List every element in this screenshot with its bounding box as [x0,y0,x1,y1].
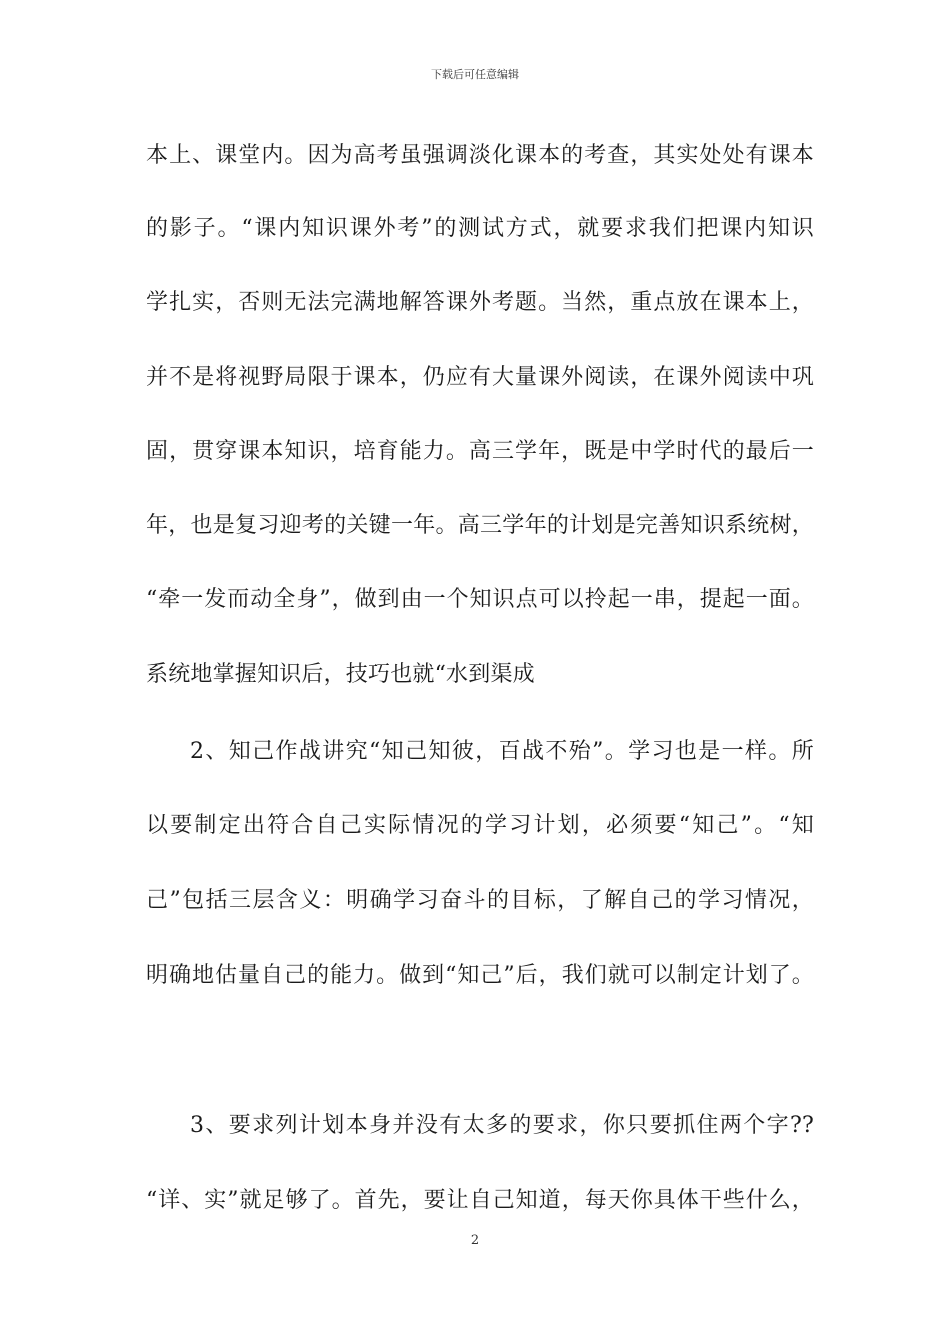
paragraph-2-line-2: 以要制定出符合自己实际情况的学习计划，必须要“知己”。“知 [146,813,814,838]
paragraph-2-line-1: 2、知己作战讲究“知己知彼，百战不殆”。学习也是一样。所 [190,739,814,764]
body-line-6: 年，也是复习迎考的关键一年。高三学年的计划是完善知识系统树， [146,513,814,538]
body-line-7: “牵一发而动全身”，做到由一个知识点可以拎起一串，提起一面。 [146,587,814,612]
paragraph-2-line-3: 己”包括三层含义：明确学习奋斗的目标，了解自己的学习情况， [146,888,814,913]
paragraph-2-line-4: 明确地估量自己的能力。做到“知己”后，我们就可以制定计划了。 [146,963,814,988]
page-number: 2 [470,1233,480,1248]
body-line-5: 固，贯穿课本知识，培育能力。高三学年，既是中学时代的最后一 [146,439,814,464]
body-line-8: 系统地掌握知识后，技巧也就“水到渠成 [146,662,535,687]
page-header: 下载后可任意编辑 [431,68,519,81]
body-line-2: 的影子。“课内知识课外考”的测试方式，就要求我们把课内知识 [146,216,814,241]
paragraph-3-line-2: “详、实”就足够了。首先，要让自己知道，每天你具体干些什么， [146,1188,814,1213]
body-line-3: 学扎实，否则无法完满地解答课外考题。当然，重点放在课本上， [146,290,814,315]
body-line-1: 本上、课堂内。因为高考虽强调淡化课本的考查，其实处处有课本 [146,143,814,168]
body-line-4: 并不是将视野局限于课本，仍应有大量课外阅读，在课外阅读中巩 [146,365,814,390]
paragraph-3-line-1: 3、要求列计划本身并没有太多的要求，你只要抓住两个字?? [190,1113,814,1138]
